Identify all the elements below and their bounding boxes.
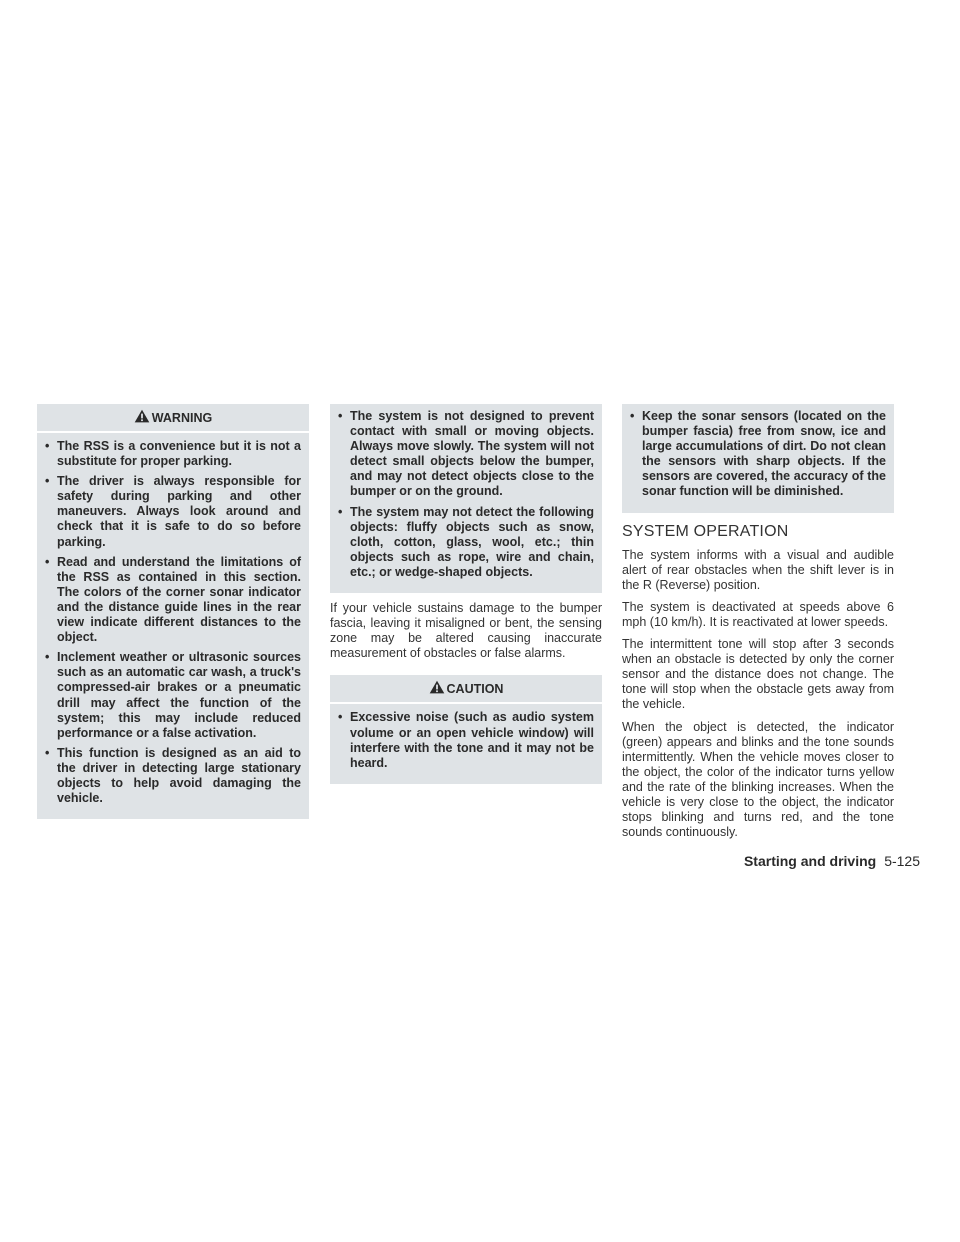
damage-paragraph: If your vehicle sustains damage to the bumper fascia, leaving it misaligned or bent, the sensing zone may be altered causing inaccurate measurement of obstacles or false alarms. [330,601,602,661]
warning-title: WARNING [151,410,213,425]
system-paragraph: The intermittent tone will stop after 3 seconds when an obstacle is detected by only the corner sensor and the distance does not change. The tone will stop when the obstacle gets away from the vehicle. [622,637,894,712]
caution-list-continued [622,404,894,500]
column-1 [37,404,309,819]
page-footer [744,853,920,869]
warning-item: • Inclement weather or ultrasonic sources such as an automatic car wash, a truck's compressed-air brakes or a pneumatic drill may affect the function of the system; this may include reduced performance or a false activation. [45,650,301,741]
column-2 [330,404,602,784]
warning-item: • The system may not detect the following objects: fluffy objects such as snow, cloth, cotton, glass, wool, etc.; thin objects such as rope, wire and chain, etc.; or wedge-shaped objects. [338,505,594,580]
warning-item: • The RSS is a convenience but it is not a substitute for proper parking. [45,439,301,469]
system-paragraph: The system is deactivated at speeds above 6 mph (10 km/h). It is reactivated at lower speeds. [622,599,894,629]
column-3 [622,404,894,840]
caution-header [330,675,602,704]
system-paragraph: The system informs with a visual and audible alert of rear obstacles when the shift lever is in the R (Reverse) position. [622,547,894,592]
system-paragraph: When the object is detected, the indicator (green) appears and blinks and the tone sounds intermittently. When the vehicle moves closer to the object, the color of the indicator turns yellow and the rate of the blinking increases. When the vehicle is very close to the object, the indicator stops blinking and turns red, and the tone sounds continuously. [622,719,894,840]
warning-item: • This function is designed as an aid to the driver in detecting large stationary objects to help avoid damaging the vehicle. [45,746,301,806]
caution-box-continued [622,404,894,513]
warning-item: • Read and understand the limitations of the RSS as contained in this section. The colors of the corner sonar indicator and the distance guide lines in the rear view indicate different distances to the object. [45,555,301,646]
page-number: 5-125 [884,853,920,869]
caution-list [330,704,602,770]
warning-item: • The driver is always responsible for safety during parking and other maneuvers. Always look around and check that it is safe to do so before parking. [45,474,301,549]
caution-title: CAUTION [446,681,504,696]
warning-box [37,404,309,819]
warning-list-continued [330,404,602,580]
warning-list [37,433,309,806]
footer-section: Starting and driving [743,853,877,869]
caution-box [330,675,602,783]
section-heading: SYSTEM OPERATION [622,522,789,540]
warning-header [37,404,309,433]
warning-box-continued [330,404,602,593]
caution-icon [429,680,447,697]
caution-item: • Excessive noise (such as audio system volume or an open vehicle window) will interfere with the tone and it may not be heard. [338,710,594,770]
caution-item: • Keep the sonar sensors (located on the bumper fascia) free from snow, ice and large accumulations of dirt. Do not clean the sensors with sharp objects. If the sensors are covered, the accuracy of the sonar function will be diminished. [630,409,886,500]
warning-icon [134,409,152,426]
warning-item: • The system is not designed to prevent contact with small or moving objects. Always move slowly. The system will not detect small objects below the bumper, and may not detect objects close to the bumper or on the ground. [338,409,594,500]
